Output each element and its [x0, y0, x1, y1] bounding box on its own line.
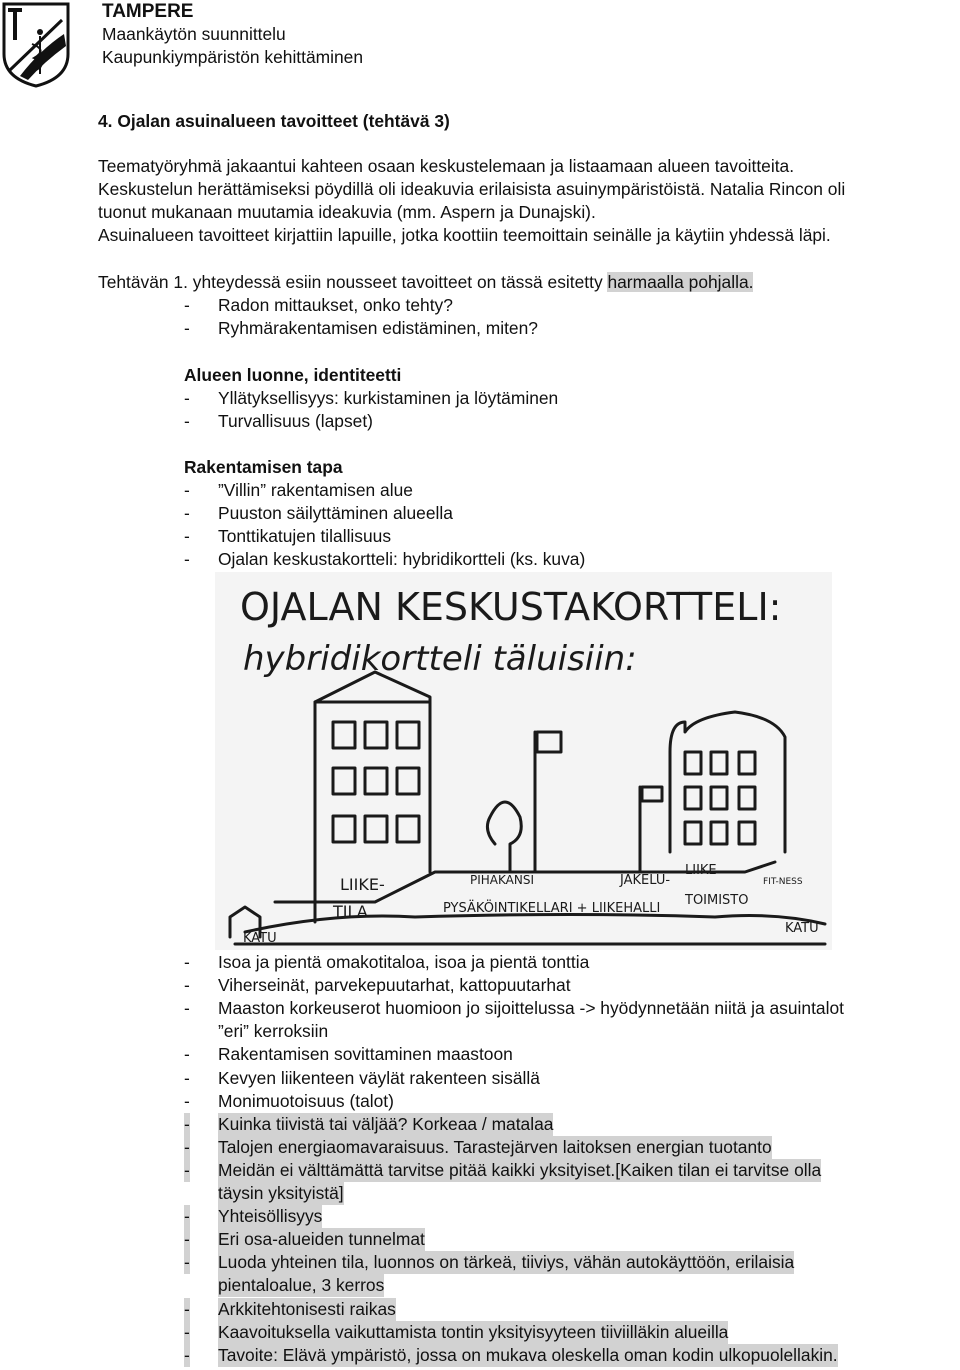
intro-line: Teematyöryhmä jakaantui kahteen osaan keskustelemaan ja listaamaan alueen tavoitteita. — [98, 156, 795, 176]
list-item-text: Monimuotoisuus (talot) — [218, 1090, 394, 1111]
intro-line: Asuinalueen tavoitteet kirjattiin lapuille, jotka koottiin teemoittain seinälle ja käytiin yhdessä läpi. — [98, 225, 831, 245]
section-title: 4. Ojalan asuinalueen tavoitteet (tehtävä 3) — [98, 111, 450, 131]
building-heading: Rakentamisen tapa — [184, 457, 343, 477]
sketch-label-liike: LIIKE- — [340, 875, 385, 894]
list-item-continuation: täysin yksityistä] — [218, 1183, 344, 1203]
sketch-label-katu-left: KATU — [243, 931, 277, 946]
sketch-label-jakelu: JAKELU- — [620, 873, 671, 888]
sketch-label-tila: TILA — [333, 902, 368, 921]
list-item-text: Maaston korkeuserot huomioon jo sijoittelussa -> hyödynnetään niitä ja asuintalot — [218, 998, 844, 1019]
list-item-text: Tavoite: Elävä ympäristö, jossa on mukava oleskella oman kodin ulkopuolellakin. — [218, 1344, 838, 1365]
list-item-text: Talojen energiaomavaraisuus. Tarastejärven laitoksen energian tuotanto — [218, 1136, 772, 1157]
list-item-continuation: pientaloalue, 3 kerros — [218, 1275, 385, 1296]
intro-line: tuonut mukanaan muutamia ideakuvia (mm. Aspern ja Dunajski). — [98, 202, 596, 222]
sketch-label-katu-right: KATU — [785, 921, 819, 936]
document-header — [102, 0, 363, 69]
sketch-label-liike2: LIIKE — [685, 863, 717, 878]
sketch-title-2: hybridikortteli täluisiin: — [243, 639, 637, 679]
unit-name: Kaupunkiympäristön kehittäminen — [102, 47, 364, 67]
list-item-text: Kaavoituksella vaikuttamista tontin yksityisyyteen tiiviilläkin alueilla — [218, 1321, 729, 1342]
list-item-continuation: ”eri” kerroksiin — [218, 1021, 329, 1042]
list-item-text: Viherseinät, parvekepuutarhat, kattopuutarhat — [218, 975, 571, 996]
list-item-text: Arkkitehtonisesti raikas — [218, 1298, 396, 1319]
sketch-title-1: OJALAN KESKUSTAKORTTELI: — [240, 585, 782, 629]
task-note-highlight: harmaalla pohjalla. — [607, 272, 754, 292]
list-item-text: Yhteisöllisyys — [218, 1206, 323, 1227]
task-note — [98, 271, 753, 294]
identity-heading: Alueen luonne, identiteetti — [184, 365, 402, 385]
org-name: TAMPERE — [102, 1, 194, 22]
list-item-text: Eri osa-alueiden tunnelmat — [218, 1229, 425, 1250]
sketch-label-toimisto: TOIMISTO — [685, 893, 749, 908]
sketch-label-pihakansi: PIHAKANSI — [470, 873, 535, 887]
sketch-label-kuntosali: FIT-NESS — [763, 877, 803, 887]
list-item-text: Kuinka tiivistä tai väljää? Korkeaa / matalaa — [218, 1113, 554, 1134]
list-item-text: Isoa ja pientä omakotitaloa, isoa ja pientä tonttia — [218, 952, 590, 972]
list-item-text: Meidän ei välttämättä tarvitse pitää kaikki yksityiset.[Kaiken tilan ei tarvitse olla — [218, 1159, 822, 1180]
tampere-crest-logo — [0, 0, 72, 88]
list-item-text: Luoda yhteinen tila, luonnos on tärkeä, tiiviys, vähän autokäyttöön, erilaisia — [218, 1252, 795, 1273]
list-item-text: Rakentamisen sovittaminen maastoon — [218, 1044, 513, 1065]
task-note-text: Tehtävän 1. yhteydessä esiin nousseet tavoitteet on tässä esitetty — [98, 272, 608, 292]
department-name: Maankäytön suunnittelu — [102, 24, 286, 44]
sketch-label-pysakointi: PYSÄKÖINTIKELLARI + LIIKEHALLI — [443, 901, 661, 916]
hybrid-block-sketch — [215, 572, 832, 950]
intro-line: Keskustelun herättämiseksi pöydillä oli ideakuvia erilaisista asuinympäristöistä. Natalia Rincon oli — [98, 179, 846, 199]
list-item-text: Kevyen liikenteen väylät rakenteen sisällä — [218, 1067, 540, 1088]
